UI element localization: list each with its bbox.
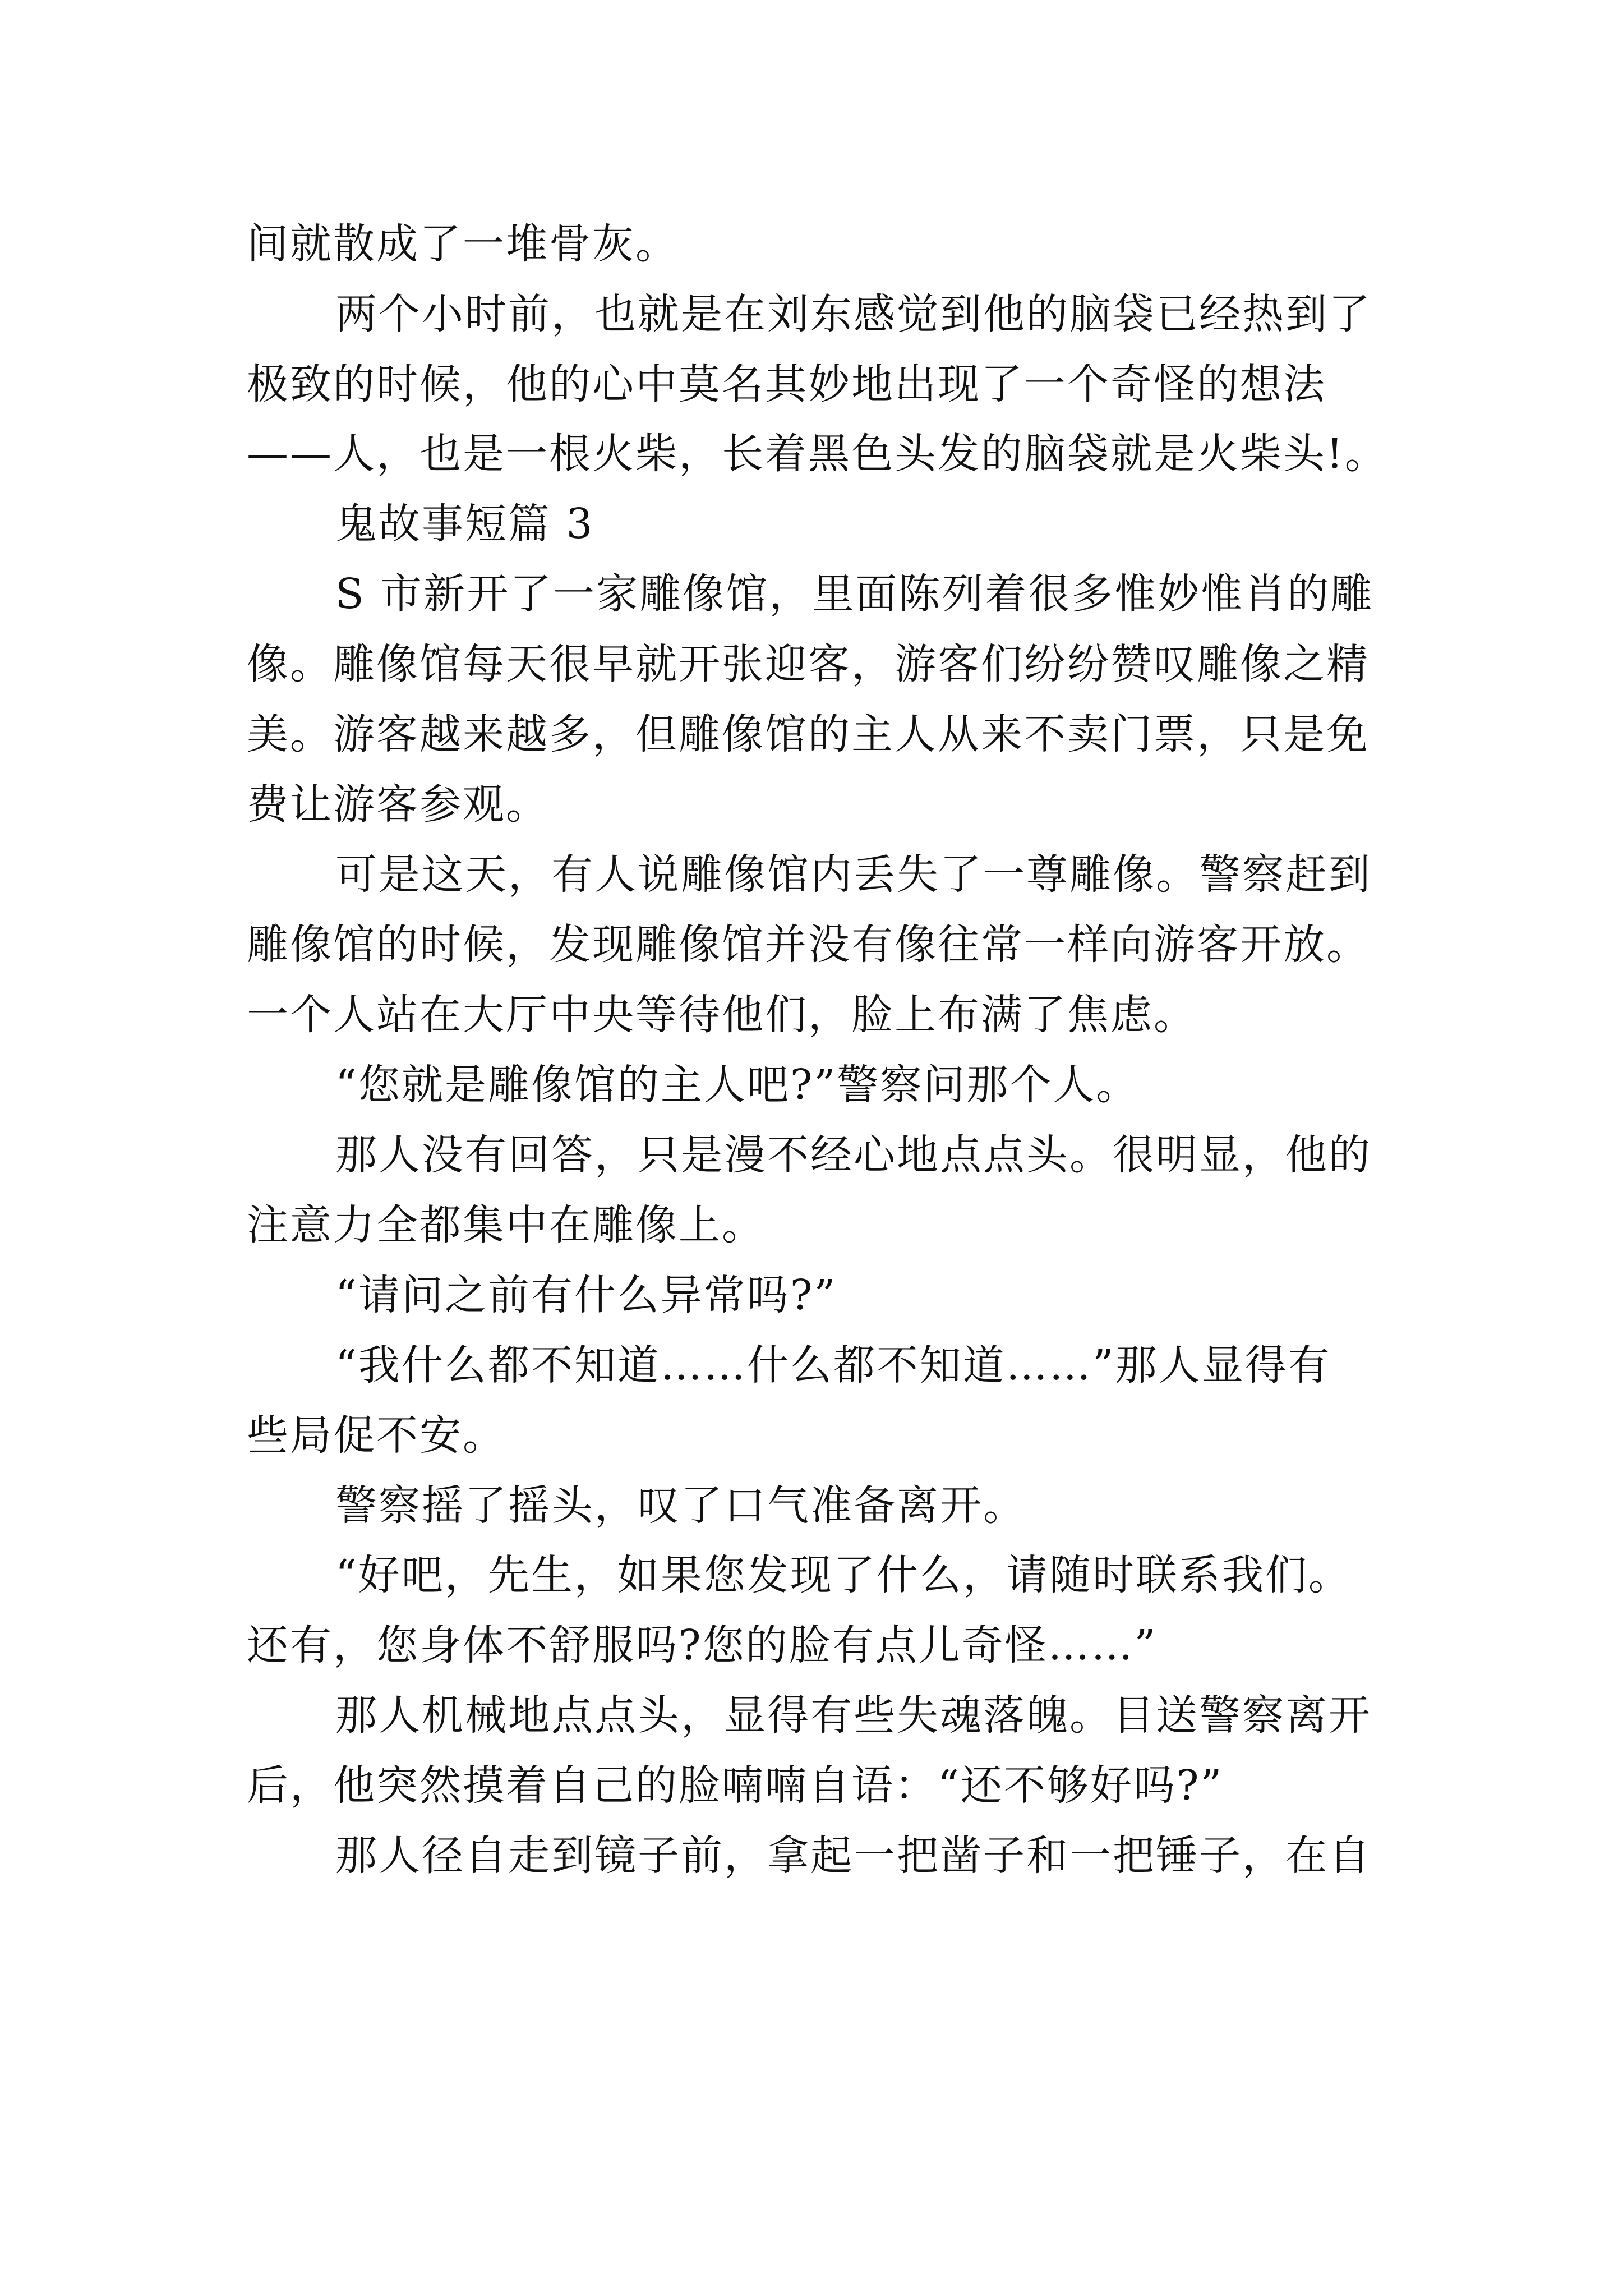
text-line: 雕像馆的时候，发现雕像馆并没有像往常一样向游客开放。 [247,921,1370,969]
text-line: 那人没有回答，只是漫不经心地点点头。很明显，他的 [335,1131,1372,1179]
text-line: 那人径自走到镜子前，拿起一把凿子和一把锤子，在自 [335,1832,1372,1880]
text-line: 像。雕像馆每天很早就开张迎客，游客们纷纷赞叹雕像之精 [247,640,1370,688]
text-line: “好吧，先生，如果您发现了什么，请随时联系我们。 [335,1551,1352,1599]
text-line: ——人，也是一根火柴，长着黑色头发的脑袋就是火柴头!。 [247,430,1388,478]
text-line: “请问之前有什么异常吗?” [335,1271,837,1319]
section-heading: 鬼故事短篇 3 [335,500,594,548]
text-line: 极致的时候，他的心中莫名其妙地出现了一个奇怪的想法 [247,360,1326,408]
text-line: 还有，您身体不舒服吗?您的脸有点儿奇怪……” [247,1621,1158,1669]
text-line: 后，他突然摸着自己的脸喃喃自语：“还不够好吗?” [247,1761,1224,1810]
text-line: 费让游客参观。 [247,780,549,829]
text-line: “您就是雕像馆的主人吧?”警察问那个人。 [335,1061,1140,1109]
text-line: 一个人站在大厅中央等待他们，脸上布满了焦虑。 [247,991,1197,1039]
text-line: 些局促不安。 [247,1411,506,1460]
text-line: 间就散成了一堆骨灰。 [247,220,679,268]
text-line: 美。游客越来越多，但雕像馆的主人从来不卖门票，只是免 [247,710,1370,758]
text-line: 两个小时前，也就是在刘东感觉到他的脑袋已经热到了 [335,290,1372,338]
text-line: “我什么都不知道……什么都不知道……”那人显得有 [335,1341,1331,1389]
text-line: 警察摇了摇头，叹了口气准备离开。 [335,1481,1026,1530]
text-line: 注意力全都集中在雕像上。 [247,1201,765,1249]
text-line: 那人机械地点点头，显得有些失魂落魄。目送警察离开 [335,1691,1372,1740]
text-line: 可是这天，有人说雕像馆内丢失了一尊雕像。警察赶到 [335,850,1372,899]
text-line: S 市新开了一家雕像馆，里面陈列着很多惟妙惟肖的雕 [335,570,1374,618]
